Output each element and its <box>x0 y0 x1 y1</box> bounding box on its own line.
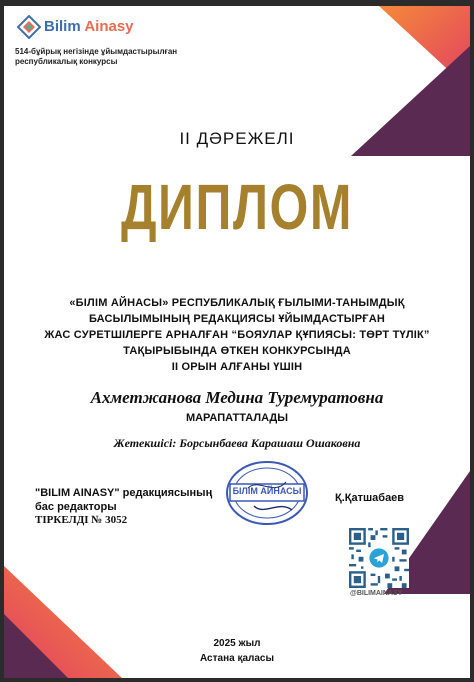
body-line-4: ТАҚЫРЫБЫНДА ӨТКЕН КОНКУРСЫНДА <box>123 345 351 357</box>
body-line-5: II ОРЫН АЛҒАНЫ ҮШІН <box>171 361 303 373</box>
organizer-line <box>15 47 245 67</box>
recipient-name: Ахметжанова Медина Туремуратовна <box>90 388 384 407</box>
issue-year: 2025 жыл <box>213 638 261 649</box>
awarded-label: МАРАПАТТАЛАДЫ <box>185 412 289 424</box>
registration-number: ТІРКЕЛДІ № 3052 <box>35 514 128 526</box>
issue-city: Астана қаласы <box>199 653 275 664</box>
logo-ainasy: Ainasy <box>84 18 134 35</box>
body-line-3: ЖАС СУРЕТШІЛЕРГЕ АРНАЛҒАН “БОЯУЛАР ҚҰПИЯСЫ: ТӨРТ ТҮЛІК” <box>44 329 430 341</box>
supervisor-line: Жетекшісі: Борсынбаева Карашаш Ошаковна <box>113 436 361 450</box>
bilim-ainasy-logo-icon <box>17 15 41 39</box>
qr-code[interactable] <box>349 528 409 588</box>
degree-label: II ДӘРЕЖЕЛІ <box>179 129 295 148</box>
qr-caption: @BILIMAINASY <box>350 590 403 597</box>
organizer-line-1: 514-бұйрық негізінде ұйымдастырылған <box>15 47 178 56</box>
logo-bilim: Bilim <box>44 18 81 35</box>
signer-name: Қ.Қатшабаев <box>335 492 405 504</box>
body-line-2: БАСЫЛЫМЫНЫҢ РЕДАКЦИЯСЫ ҰЙЫМДАСТЫРҒАН <box>88 313 386 325</box>
organizer-line-2: республикалық конкурсы <box>15 57 118 66</box>
editor-line-1: "BILIM AINASY" редакциясының <box>35 487 213 499</box>
editor-title <box>35 486 225 514</box>
brand-logo-text <box>44 18 134 35</box>
diploma-title: ДИПЛОМ <box>120 171 354 243</box>
body-line-1: «БІЛІМ АЙНАСЫ» РЕСПУБЛИКАЛЫҚ ҒЫЛЫМИ-ТАНЫМДЫҚ <box>69 297 405 309</box>
editor-line-2: бас редакторы <box>35 501 117 513</box>
diploma-page <box>4 6 470 678</box>
stamp-text: БІЛІМ АЙНАСЫ <box>232 486 302 496</box>
